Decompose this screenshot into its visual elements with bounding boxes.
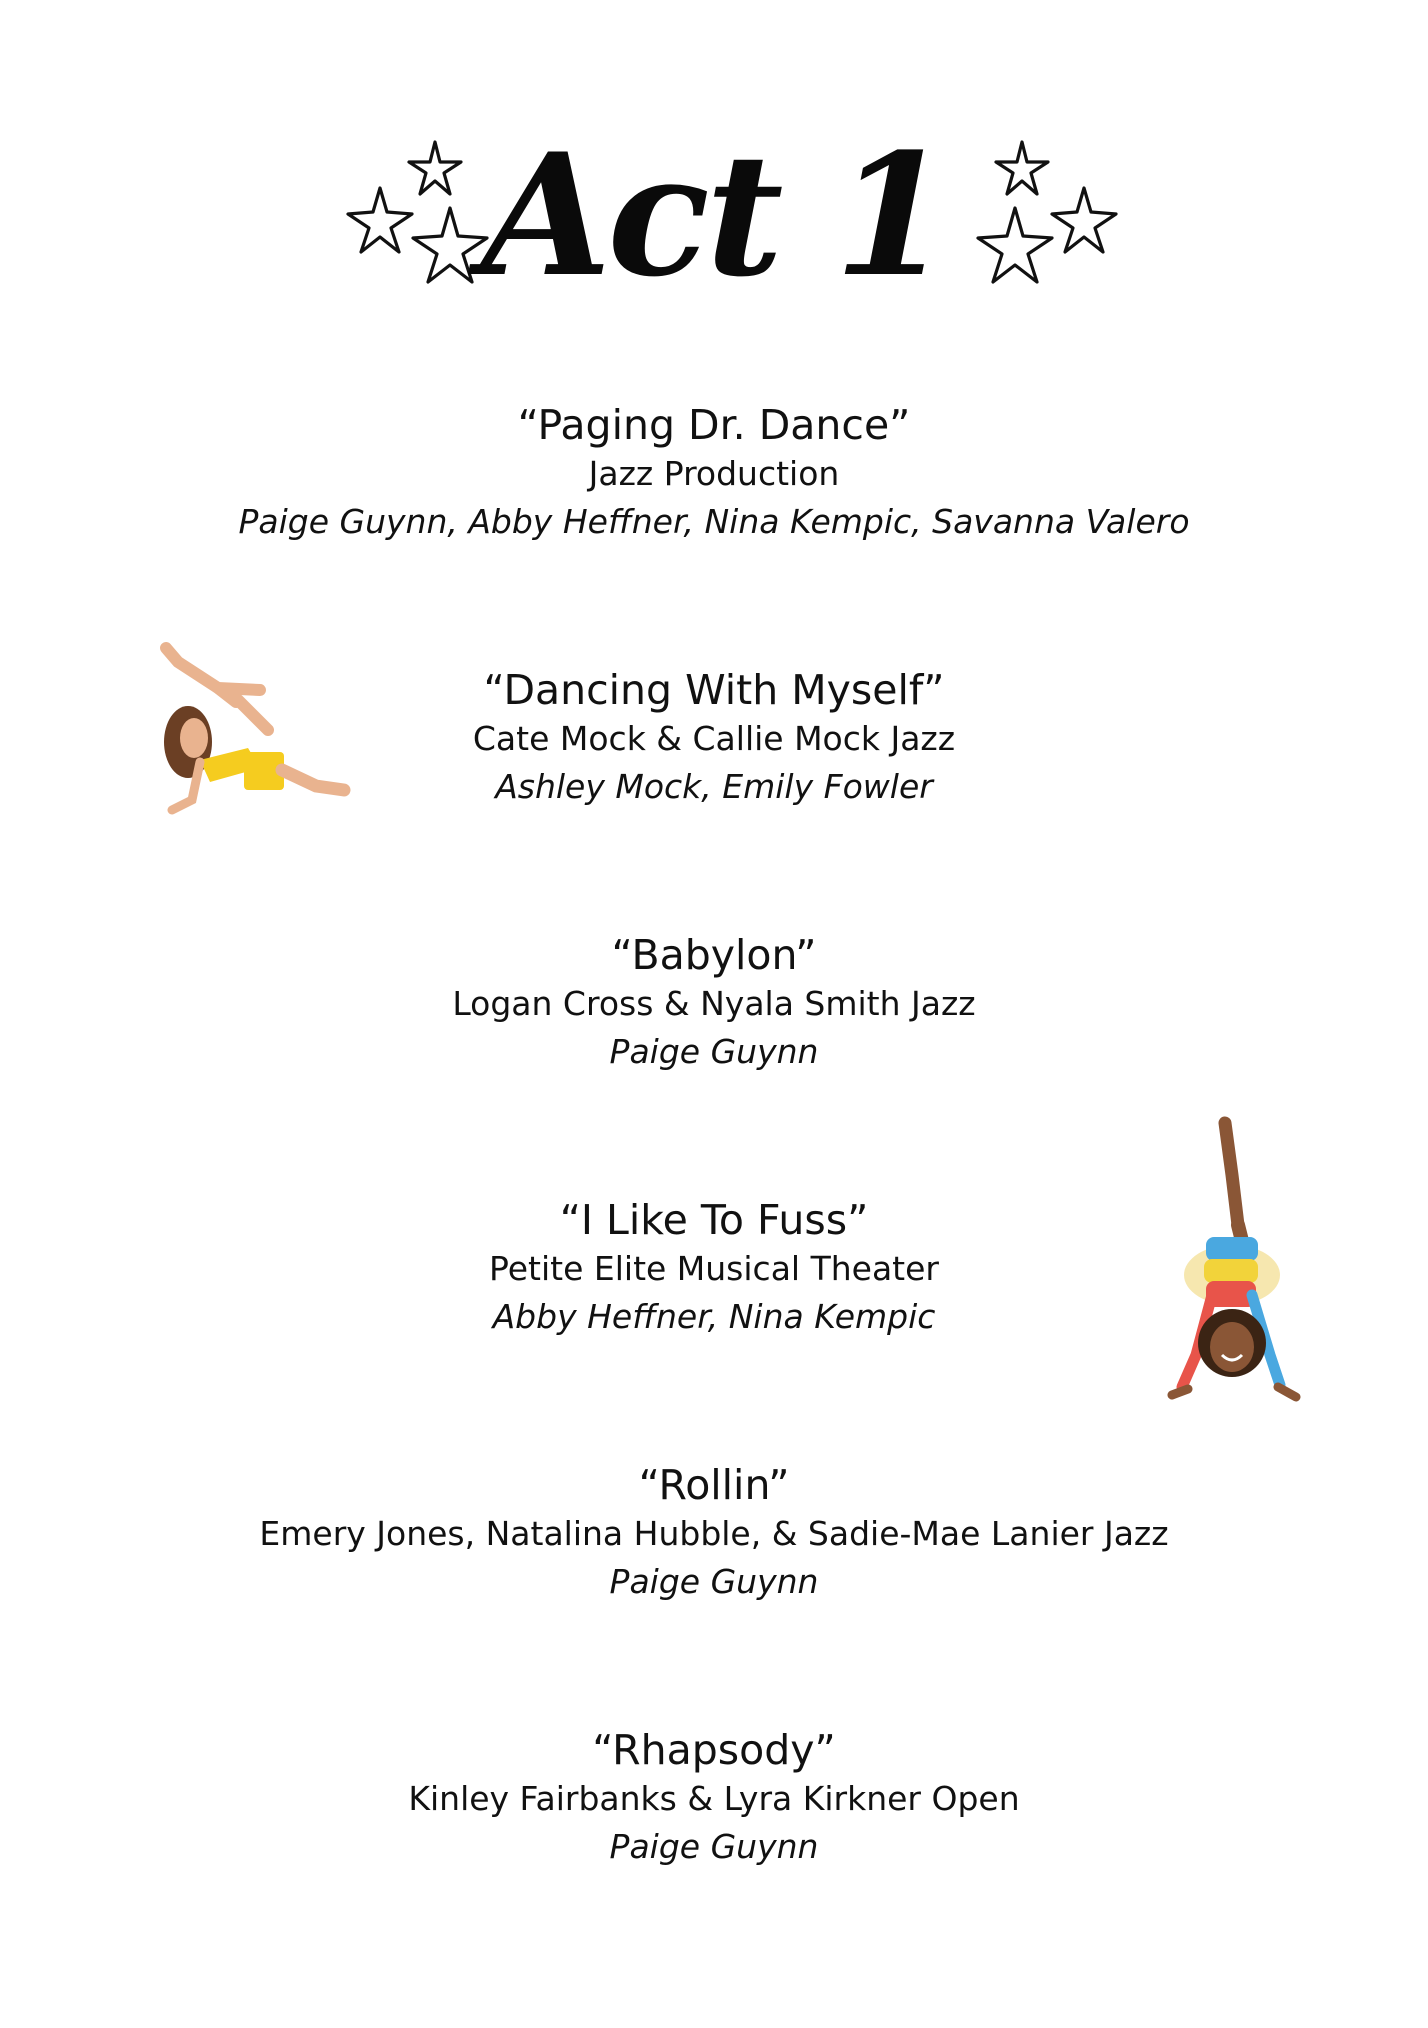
program-number [0,1460,1428,1606]
program-number [0,665,1428,811]
routine-name: Jazz Production [588,454,840,493]
choreographers: Abby Heffner, Nina Kempic [492,1297,936,1336]
song-title: “I Like To Fuss” [559,1196,869,1244]
song-title: “Babylon” [611,931,817,979]
choreographers: Paige Guynn [609,1562,819,1601]
routine-name: Petite Elite Musical Theater [489,1249,939,1288]
song-title: “Rollin” [638,1461,790,1509]
choreographers: Paige Guynn [609,1032,819,1071]
routine-name: Emery Jones, Natalina Hubble, & Sadie-Mae Lanier Jazz [259,1514,1169,1553]
song-title: “Paging Dr. Dance” [517,401,911,449]
choreographers: Ashley Mock, Emily Fowler [495,767,933,806]
program-number [0,930,1428,1076]
routine-name: Cate Mock & Callie Mock Jazz [472,719,956,758]
program-number [0,400,1428,546]
song-title: “Rhapsody” [592,1726,836,1774]
song-title: “Dancing With Myself” [483,666,945,714]
program-number [0,1725,1428,1871]
routine-name: Logan Cross & Nyala Smith Jazz [452,984,976,1023]
act-header [0,116,1428,320]
dancer-photo [1120,1115,1340,1460]
stars-icon [960,140,1120,310]
choreographers: Paige Guynn, Abby Heffner, Nina Kempic, Savanna Valero [238,502,1190,541]
choreographers: Paige Guynn [609,1827,819,1866]
routine-name: Kinley Fairbanks & Lyra Kirkner Open [408,1779,1020,1818]
act-title: Act 1 [481,116,947,314]
